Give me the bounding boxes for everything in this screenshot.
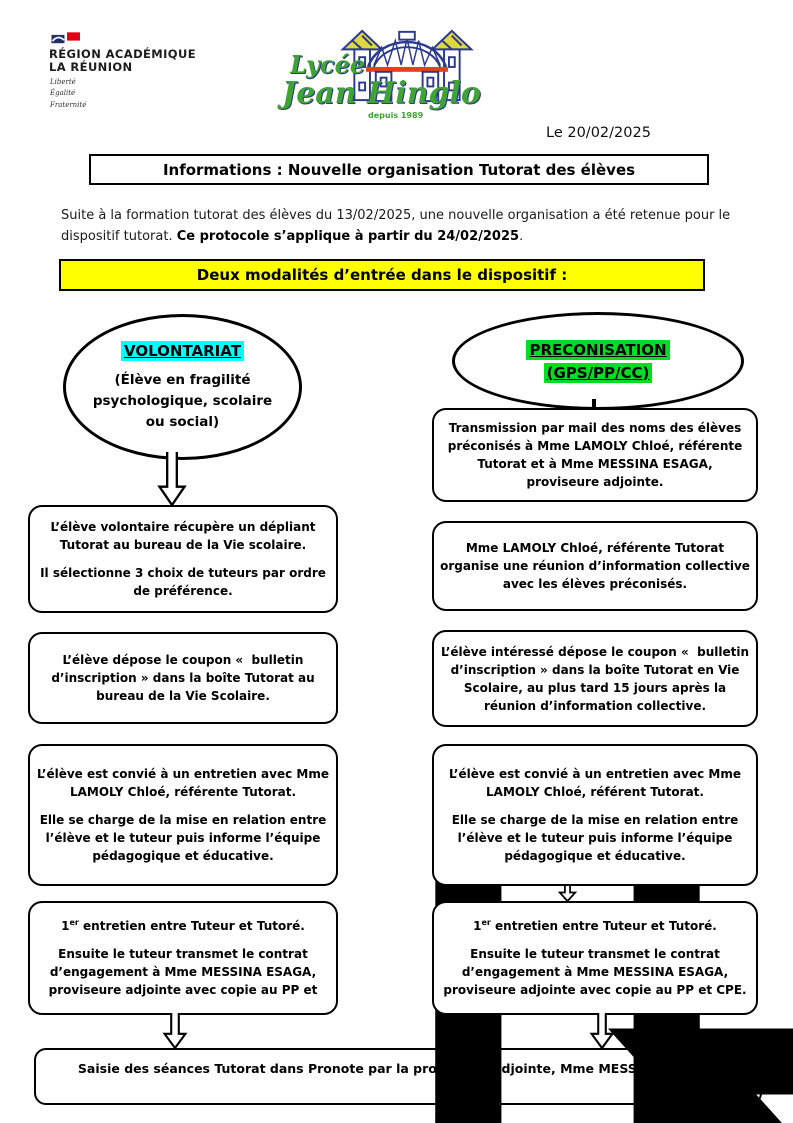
school-name-line1: Lycée	[290, 50, 366, 79]
left-box-1-para-2: Il sélectionne 3 choix de tuteurs par ordre de préférence.	[40, 566, 326, 598]
left-box-2	[28, 632, 338, 724]
right-box-4-para-2: Elle se charge de la mise en relation entre l’élève et le tuteur puis informe l’équipe pédagogique et éducative.	[451, 813, 739, 863]
region-name-line2: LA RÉUNION	[49, 59, 133, 74]
volontariat-subtitle: (Élève en fragilité psychologique, scolaire ou social)	[92, 372, 273, 430]
left-box-4-para-1-text: entretien entre Tuteur et Tutoré.	[78, 919, 305, 933]
right-box-2	[432, 521, 758, 611]
left-box-3-para-2: Elle se charge de la mise en relation entre l’élève et le tuteur puis informe l’équipe pédagogique et éducative.	[39, 813, 327, 863]
document-date: Le 20/02/2025	[546, 125, 651, 141]
preconisation-oval	[452, 312, 744, 410]
french-flag-icon	[51, 30, 81, 45]
region-name	[49, 48, 239, 73]
left-box-3-para-1: L’élève est convié à un entretien avec Mme LAMOLY Chloé, référente Tutorat.	[37, 767, 329, 799]
intro-bold-text: Ce protocole s’applique à partir du 24/02/2025	[176, 228, 520, 244]
right-box-5-para-2: Ensuite le tuteur transmet le contrat d’engagement à Mme MESSINA ESAGA, proviseure adjointe avec copie au PP et CPE.	[443, 947, 747, 997]
motto-egalite: Égalité	[50, 89, 76, 98]
down-arrow-icon	[589, 1013, 615, 1049]
left-box-1-para-1: L’élève volontaire récupère un dépliant Tutorat au bureau de la Vie scolaire.	[50, 520, 316, 552]
motto-fraternite: Fraternité	[50, 100, 87, 109]
preconisation-subtitle: (GPS/PP/CC)	[544, 363, 653, 383]
right-box-4	[432, 744, 758, 886]
banner-text: Deux modalités d’entrée dans le dispositif :	[196, 266, 568, 284]
left-box-3	[28, 744, 338, 886]
right-box-4-para-1: L’élève est convié à un entretien avec Mme LAMOLY Chloé, référent Tutorat.	[449, 767, 741, 799]
bottom-box	[34, 1048, 762, 1105]
right-box-3-para-1: L’élève intéressé dépose le coupon « bulletin d’inscription » dans la boîte Tutorat en Vie Scolaire, au plus tard 15 jours après la réunion d’information collective.	[440, 644, 750, 713]
ordinal-suffix: er	[481, 918, 491, 927]
school-tagline: depuis 1989	[368, 111, 424, 120]
left-box-2-para-1: L’élève dépose le coupon « bulletin d’inscription » dans la boîte Tutorat au bureau de la Vie Scolaire.	[51, 653, 315, 703]
school-name-line2: Jean Hinglo	[282, 76, 481, 111]
ordinal-number: 1	[61, 919, 70, 933]
right-box-3	[432, 630, 758, 727]
bottom-box-text: Saisie des séances Tutorat dans Pronote par la proviseure adjointe, Mme MESSINA ESAGA.	[77, 1061, 719, 1076]
region-name-line1: RÉGION ACADÉMIQUE	[49, 47, 196, 61]
motto-liberte: Liberté	[50, 78, 76, 87]
title-bar	[89, 154, 709, 185]
left-box-4-para-1	[35, 917, 331, 935]
right-box-5	[432, 901, 758, 1015]
modalities-banner	[59, 259, 705, 291]
republic-motto	[50, 77, 239, 111]
down-arrow-icon	[157, 452, 187, 506]
right-box-5-para-1	[439, 917, 751, 935]
volontariat-title: VOLONTARIAT	[121, 341, 244, 361]
intro-paragraph	[61, 206, 753, 248]
ordinal-number: 1	[473, 919, 482, 933]
left-box-4-para-2: Ensuite le tuteur transmet le contrat d’engagement à Mme MESSINA ESAGA, proviseure adjointe avec copie au PP et	[48, 947, 318, 997]
left-box-1	[28, 505, 338, 613]
region-academique-logo	[49, 30, 239, 111]
right-box-1-para-1: Transmission par mail des noms des élèves préconisés à Mme LAMOLY Chloé, référente Tutorat et à Mme MESSINA ESAGA, proviseure adjointe.	[447, 421, 743, 489]
intro-period: .	[519, 228, 524, 244]
intro-text: Suite à la formation tutorat des élèves du 13/02/2025, une nouvelle organisation a été retenue pour le dispositif tutorat.	[61, 208, 731, 244]
page-title: Informations : Nouvelle organisation Tutorat des élèves	[162, 160, 636, 179]
right-box-5-para-1-text: entretien entre Tuteur et Tutoré.	[490, 919, 717, 933]
left-box-4	[28, 901, 338, 1015]
right-box-2-para-1: Mme LAMOLY Chloé, référente Tutorat organise une réunion d’information collective avec les élèves préconisés.	[440, 541, 750, 591]
volontariat-oval	[63, 314, 302, 460]
preconisation-title: PRECONISATION	[526, 340, 669, 360]
down-arrow-icon	[162, 1013, 188, 1049]
right-box-1	[432, 408, 758, 502]
down-arrow-icon	[583, 883, 793, 902]
school-logo	[282, 26, 482, 118]
ordinal-suffix: er	[69, 918, 79, 927]
